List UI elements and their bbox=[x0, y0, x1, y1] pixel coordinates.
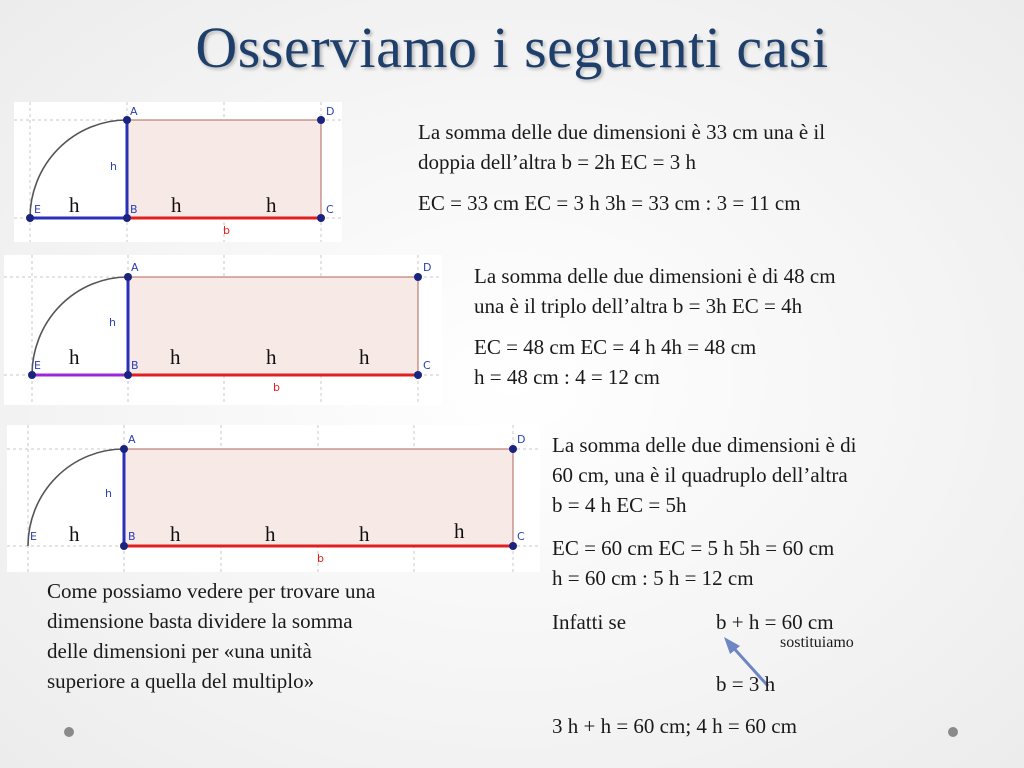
segment-h-label: h bbox=[265, 522, 276, 546]
segment-h-label: h bbox=[69, 193, 80, 217]
point-a-label: A bbox=[130, 105, 138, 118]
slide-title: Osserviamo i seguenti casi bbox=[195, 15, 829, 80]
point-c-label: C bbox=[326, 203, 334, 216]
equation-final: 3 h + h = 60 cm; 4 h = 60 cm bbox=[552, 714, 797, 738]
case-2-line-2: una è il triplo dell’altra b = 3h EC = 4h bbox=[474, 294, 803, 318]
decorative-dot-right bbox=[948, 727, 958, 737]
segment-h-label: h bbox=[359, 345, 370, 369]
case-2-text bbox=[474, 261, 836, 392]
case-3-line-4: EC = 60 cm EC = 5 h 5h = 60 cm bbox=[552, 536, 835, 560]
case-3-line-5: h = 60 cm : 5 h = 12 cm bbox=[552, 566, 754, 590]
point-d-label: D bbox=[423, 261, 432, 274]
conclusion-line-4: superiore a quella del multiplo» bbox=[47, 669, 315, 693]
base-b-label: b bbox=[317, 552, 324, 565]
segment-h-label: h bbox=[454, 519, 465, 543]
point-e-label: E bbox=[34, 359, 41, 372]
point-d-label: D bbox=[517, 433, 526, 446]
figure-2-drawing bbox=[4, 255, 442, 405]
segment-h-label: h bbox=[171, 193, 182, 217]
equation-b-plus-h: b + h = 60 cm bbox=[716, 610, 834, 634]
point-e-label: E bbox=[30, 530, 37, 543]
segment-h-label: h bbox=[359, 522, 370, 546]
segment-h-label: h bbox=[266, 345, 277, 369]
side-h-label: h bbox=[105, 487, 112, 500]
case-1-text bbox=[418, 117, 825, 218]
case-2-line-1: La somma delle due dimensioni è di 48 cm bbox=[474, 264, 836, 288]
conclusion-line-1: Come possiamo vedere per trovare una bbox=[47, 579, 376, 603]
segment-h-label: h bbox=[170, 345, 181, 369]
point-c-label: C bbox=[423, 359, 431, 372]
figure-2 bbox=[4, 255, 442, 405]
decorative-dot-left bbox=[64, 727, 74, 737]
conclusion-line-2: dimensione basta dividere la somma bbox=[47, 609, 353, 633]
sostituiamo-label: sostituiamo bbox=[780, 634, 854, 651]
point-a-label: A bbox=[128, 433, 136, 446]
case-3-line-1: La somma delle due dimensioni è di bbox=[552, 433, 857, 457]
case-2-line-3: EC = 48 cm EC = 4 h 4h = 48 cm bbox=[474, 335, 757, 359]
point-b-label: B bbox=[128, 530, 136, 543]
figure-3 bbox=[7, 425, 540, 572]
case-3-text bbox=[552, 430, 856, 593]
case-1-line-1: La somma delle due dimensioni è 33 cm una è il bbox=[418, 120, 826, 144]
conclusion-text bbox=[47, 576, 375, 696]
point-b-label: B bbox=[131, 359, 139, 372]
point-b-label: B bbox=[130, 203, 138, 216]
case-1-line-3: EC = 33 cm EC = 3 h 3h = 33 cm : 3 = 11 cm bbox=[418, 191, 801, 215]
figure-1 bbox=[14, 102, 342, 242]
case-3-line-2: 60 cm, una è il quadruplo dell’altra bbox=[552, 463, 848, 487]
equation-b-equals-3h: b = 3 h bbox=[716, 672, 776, 696]
figure-1-drawing bbox=[14, 102, 342, 242]
side-h-label: h bbox=[110, 160, 117, 173]
figure-3-drawing bbox=[7, 425, 540, 572]
conclusion-line-3: delle dimensioni per «una unità bbox=[47, 639, 312, 663]
side-h-label: h bbox=[109, 316, 116, 329]
point-d-label: D bbox=[326, 105, 335, 118]
segment-h-label: h bbox=[69, 522, 80, 546]
case-2-line-4: h = 48 cm : 4 = 12 cm bbox=[474, 365, 660, 389]
segment-h-label: h bbox=[69, 345, 80, 369]
segment-h-label: h bbox=[266, 193, 277, 217]
case-3-line-3: b = 4 h EC = 5h bbox=[552, 493, 687, 517]
base-b-label: b bbox=[223, 224, 230, 237]
case-1-line-2: doppia dell’altra b = 2h EC = 3 h bbox=[418, 150, 696, 174]
segment-h-label: h bbox=[170, 522, 181, 546]
infatti-label: Infatti se bbox=[552, 610, 627, 634]
point-c-label: C bbox=[517, 530, 525, 543]
base-b-label: b bbox=[273, 381, 280, 394]
point-a-label: A bbox=[131, 261, 139, 274]
point-e-label: E bbox=[34, 203, 41, 216]
